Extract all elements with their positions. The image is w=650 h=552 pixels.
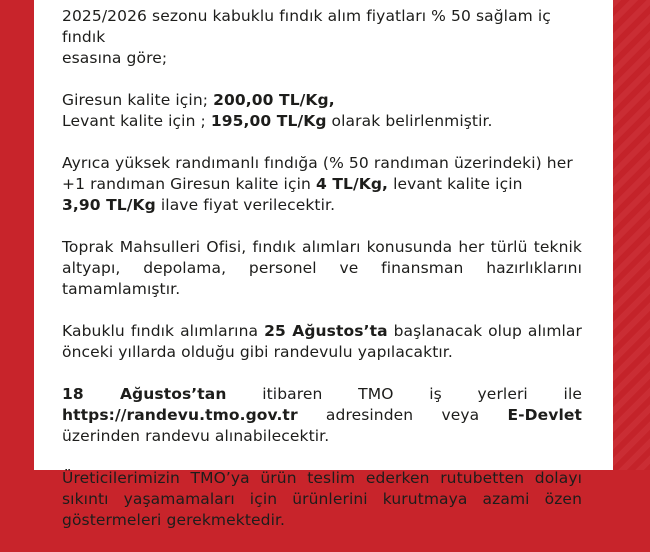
giresun-price: 200,00 TL/Kg, [213, 91, 335, 109]
levant-price: 195,00 TL/Kg [210, 112, 327, 130]
start-date-paragraph [62, 321, 582, 363]
giresun-price-line [62, 90, 582, 111]
bonus-paragraph [62, 153, 582, 216]
bonus-line-2 [62, 174, 582, 195]
drying-line-1: Üreticilerimizin TMO’ya ürün teslim ederken rutubetten dolayı sıkıntı [62, 469, 582, 508]
bonus-giresun-label: +1 randıman Giresun kalite için [62, 175, 316, 193]
drying-paragraph [62, 468, 582, 531]
appointment-text: itibaren TMO iş yerleri ile [226, 385, 583, 403]
start-date: 25 Ağustos’ta [264, 322, 388, 340]
levant-suffix: olarak belirlenmiştir. [326, 112, 493, 130]
document-text [62, 6, 582, 552]
start-date-suffix: başlanacak olup alımlar [387, 322, 582, 340]
levant-label: Levant kalite için ; [62, 112, 211, 130]
bonus-suffix: ilave fiyat verilecektir. [155, 196, 336, 214]
bonus-giresun-price: 4 TL/Kg, [315, 175, 389, 193]
right-border-pattern [613, 0, 650, 470]
quality-prices-paragraph [62, 90, 582, 132]
start-date-label: Kabuklu fındık alımlarına [62, 322, 265, 340]
appointment-date: 18 Ağustos’tan [62, 385, 227, 403]
levant-price-line [62, 111, 582, 132]
appointment-line-2-end: üzerinden randevu alınabilecektir. [62, 427, 330, 445]
drying-line-2: yaşamamaları için ürünlerini kurutmaya azami özen göstermeleri [62, 490, 582, 529]
price-basis-paragraph [62, 6, 582, 69]
drying-line-3: gerekmektedir. [166, 511, 286, 529]
appointment-paragraph [62, 384, 582, 447]
price-basis-line-1: 2025/2026 sezonu kabuklu fındık alım fiyatları % 50 sağlam iç fındık [62, 7, 551, 46]
preparation-line-1: Toprak Mahsulleri Ofisi, fındık alımları konusunda her türlü teknik [62, 238, 582, 256]
right-red-border [613, 0, 650, 470]
start-date-line-2: önceki yıllarda olduğu gibi randevulu yapılacaktır. [62, 343, 453, 361]
bonus-levant-label: levant kalite için [388, 175, 523, 193]
document-page [34, 0, 613, 529]
bonus-levant-price: 3,90 TL/Kg [62, 196, 156, 214]
preparation-paragraph [62, 237, 582, 300]
appointment-line-2-start: adresinden veya [325, 406, 508, 424]
bonus-line-1: Ayrıca yüksek randımanlı fındığa (% 50 randıman üzerindeki) her [62, 154, 573, 172]
preparation-line-2: altyapı, depolama, personel ve finansman hazırlıklarını tamamlamıştır. [62, 259, 582, 298]
edevlet-label: E-Devlet [507, 406, 582, 424]
left-red-border [0, 0, 34, 470]
price-basis-line-2: esasına göre; [62, 49, 168, 67]
bonus-line-3 [62, 195, 582, 216]
giresun-label: Giresun kalite için; [62, 91, 214, 109]
appointment-link[interactable]: https://randevu.tmo.gov.tr [62, 406, 298, 424]
